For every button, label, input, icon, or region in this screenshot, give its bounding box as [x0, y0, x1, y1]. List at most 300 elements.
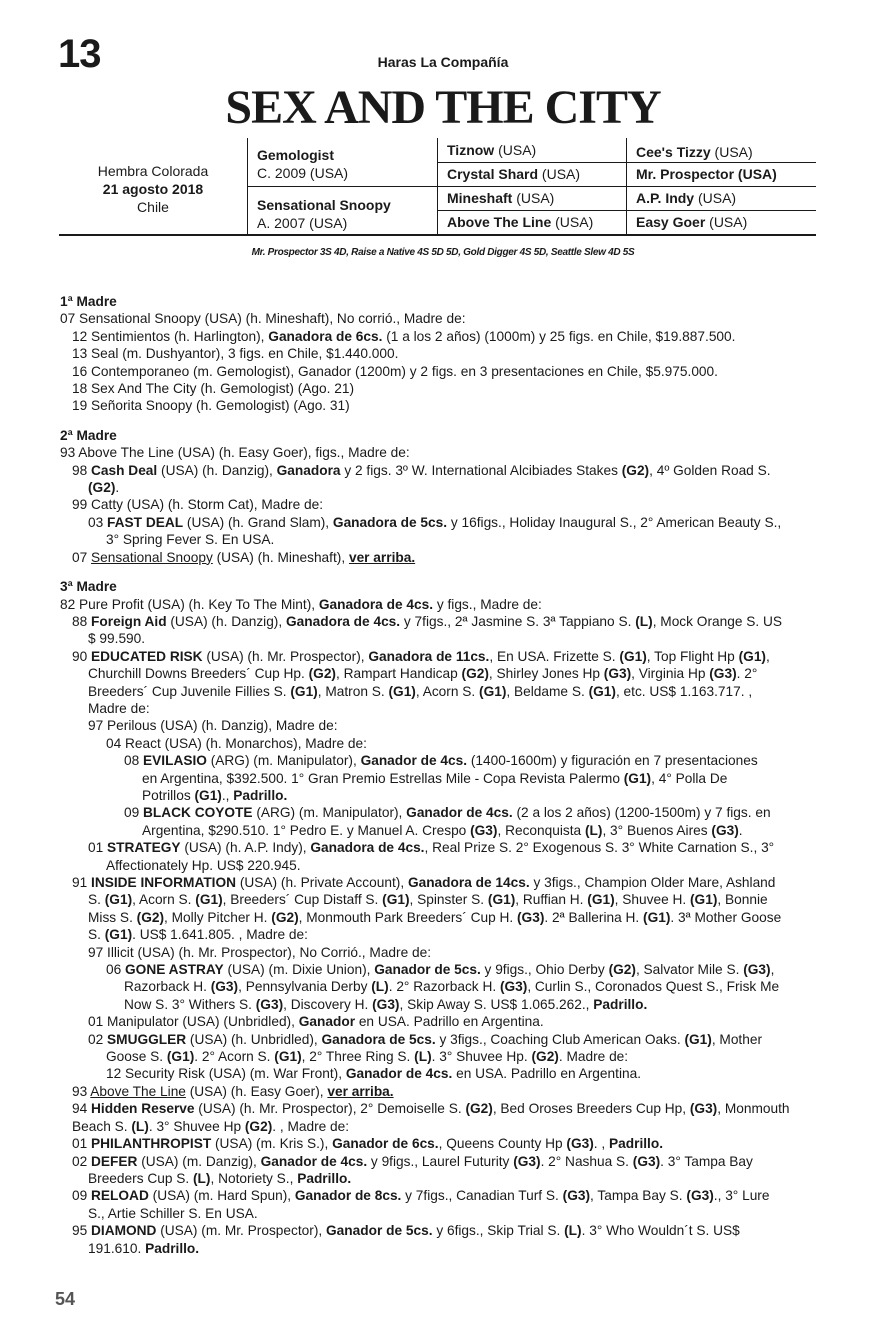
bold-text: DIAMOND — [91, 1223, 157, 1239]
bold-text: (L) — [371, 979, 389, 995]
grandparent-cell — [447, 162, 580, 186]
bold-text: BLACK COYOTE — [143, 805, 253, 821]
text-run: y 9figs., Laurel Futurity — [367, 1153, 514, 1169]
produce-line — [60, 479, 820, 496]
text-run: Argentina, $290.510. 1° Pedro E. y Manuel A. Crespo — [142, 822, 471, 838]
text-run: (USA) (m. Dixie Union), — [223, 962, 375, 978]
text-run: 93 Above The Line (USA) (h. Easy Goer), figs., Madre de: — [60, 445, 410, 461]
text-run: , Spinster S. — [409, 892, 488, 908]
bold-text: Ganadora de 14cs. — [407, 875, 530, 890]
text-run: , 4º Golden Road S. — [649, 462, 771, 478]
bold-text: (L) — [584, 822, 603, 838]
horse-info — [59, 162, 247, 216]
text-run: . , — [593, 1136, 610, 1152]
produce-line — [60, 549, 820, 566]
text-run: Above The Line — [90, 1083, 186, 1099]
produce-line — [60, 328, 820, 345]
text-run: 99 Catty (USA) (h. Storm Cat), Madre de: — [72, 497, 324, 513]
bold-text: INSIDE INFORMATION — [91, 875, 237, 890]
produce-line — [60, 996, 820, 1013]
text-run: 3° Spring Fever S. En USA. — [106, 532, 275, 548]
bold-text: (L) — [635, 613, 653, 629]
bold-text: (G2) — [608, 962, 636, 978]
bold-text: (G1) — [487, 892, 516, 908]
text-run: S., Artie Schiller S. En USA. — [88, 1205, 258, 1221]
text-run: , Pennsylvania Derby — [238, 979, 372, 995]
text-run: , Rampart Handicap — [335, 666, 462, 682]
produce-line — [60, 839, 820, 856]
text-run: 01 Manipulator (USA) (Unbridled), — [88, 1014, 299, 1030]
text-run: (USA) (m. Hard Spun), — [148, 1188, 295, 1204]
text-run: Churchill Downs Breeders´ Cup Hp. — [88, 666, 309, 682]
text-run: (USA) (h. Danzig), — [157, 462, 277, 478]
text-run: . 2° Nashua S. — [540, 1153, 633, 1169]
produce-line — [60, 926, 820, 943]
bold-text: Ganadora de 4cs. — [318, 596, 434, 612]
text-run: , En USA. Frizette S. — [489, 648, 620, 664]
produce-line — [60, 909, 820, 926]
text-run: , Curlin S., Coronados Quest S., Frisk Me — [527, 979, 780, 995]
text-run: , Monmouth Park Breeders´ Cup H. — [298, 909, 517, 925]
text-run: . 2° Razorback H. — [388, 979, 500, 995]
bold-text: Ganadora de 5cs. — [332, 514, 448, 530]
text-run: Beach S. — [72, 1118, 132, 1134]
text-run: 01 — [72, 1136, 92, 1152]
text-run: 18 Sex And The City (h. Gemologist) (Ago. 21) — [72, 381, 354, 397]
bold-text: Padrillo. — [297, 1170, 352, 1186]
bold-text: STRATEGY — [107, 840, 181, 856]
text-run: Breeders Cup S. — [88, 1170, 193, 1186]
text-run: Sensational Snoopy — [91, 549, 213, 565]
text-run: 13 Seal (m. Dushyantor), 3 figs. en Chile, $1.440.000. — [72, 346, 399, 362]
bold-text: (G3) — [686, 1188, 714, 1204]
produce-line — [60, 363, 820, 380]
produce-line — [60, 822, 820, 839]
bold-text: EVILASIO — [143, 753, 207, 769]
bold-text: Ganadora de 5cs. — [321, 1031, 436, 1047]
horse-birth-date: 21 agosto 2018 — [102, 181, 204, 197]
produce-line — [60, 514, 820, 531]
bold-text: (L) — [131, 1118, 149, 1134]
grandparent-cell — [447, 138, 536, 162]
text-run: (USA) (h. Grand Slam), — [183, 514, 333, 530]
bold-text: (G3) — [566, 1136, 594, 1152]
produce-line — [60, 1100, 820, 1117]
grandparent-origin: (USA) — [512, 190, 555, 206]
bold-text: (G3) — [711, 822, 739, 838]
inbreeding-note: Mr. Prospector 3S 4D, Raise a Native 4S 5D 5D, Gold Digger 4S 5D, Seattle Slew 4D 5S — [251, 247, 635, 258]
dam-section — [60, 293, 820, 415]
great-grandparent-name: Easy Goer — [636, 214, 706, 230]
text-run: S. — [88, 892, 105, 908]
text-run: 07 Sensational Snoopy (USA) (h. Mineshaft), No corrió., Madre de: — [60, 311, 466, 327]
horse-description: Hembra Colorada — [97, 163, 209, 179]
text-run: , — [765, 648, 770, 664]
text-run: , Virginia Hp — [631, 666, 710, 682]
text-run: 97 Illicit (USA) (h. Mr. Prospector), No Corrió., Madre de: — [88, 944, 432, 960]
text-run: $ 99.590. — [88, 631, 146, 647]
great-grandparent-cell — [636, 186, 736, 210]
bold-text: (G1) — [104, 927, 133, 943]
grandparent-origin: (USA) — [551, 214, 594, 230]
bold-text: Padrillo. — [233, 787, 288, 803]
text-run: Razorback H. — [124, 979, 211, 995]
text-run: , etc. US$ 1.163.717. , — [615, 683, 753, 699]
produce-line — [60, 961, 820, 978]
text-run: , Notoriety S., — [210, 1170, 298, 1186]
text-run: 12 Security Risk (USA) (m. War Front), — [106, 1066, 346, 1082]
text-run: en Argentina, $392.500. 1° Gran Premio Estrellas Mile - Copa Revista Palermo — [142, 770, 624, 786]
bold-text: (G3) — [562, 1188, 591, 1204]
bold-text: (G2) — [271, 909, 299, 925]
bold-text: Ganador de 4cs. — [345, 1066, 453, 1082]
text-run: Madre de: — [88, 700, 150, 716]
text-run: 02 — [72, 1153, 92, 1169]
bold-text: (G3) — [372, 996, 400, 1012]
text-run: 88 — [72, 613, 92, 629]
produce-line — [60, 944, 820, 961]
bold-text: FAST DEAL — [107, 514, 184, 530]
produce-line — [60, 531, 820, 548]
text-run: 02 — [88, 1031, 108, 1047]
text-run: 90 — [72, 648, 92, 664]
bold-text: ver arriba. — [327, 1083, 394, 1099]
bold-text: (G1) — [684, 1031, 712, 1047]
bold-text: Ganador de 5cs. — [374, 962, 481, 978]
bold-text: (G2) — [465, 1101, 493, 1117]
produce-line — [60, 1083, 820, 1100]
great-grandparent-cell — [636, 210, 747, 234]
sire-name: Gemologist — [257, 147, 335, 163]
section-title: 2ª Madre — [60, 427, 117, 443]
text-run: . 3° Shuvee Hp — [148, 1118, 245, 1134]
grandparent-name: Tiznow — [447, 142, 495, 158]
bold-text: (G3) — [255, 996, 284, 1012]
dam-section — [60, 427, 820, 566]
bold-text: (G1) — [479, 683, 507, 699]
text-run: , Reconquista — [497, 822, 585, 838]
dam-cell — [257, 196, 391, 232]
text-run: , 4° Polla De — [651, 770, 728, 786]
text-run: , Mother — [711, 1031, 763, 1047]
text-run: 07 — [72, 549, 92, 565]
bold-text: (G3) — [632, 1153, 661, 1169]
bold-text: Ganadora de 6cs. — [268, 328, 383, 344]
bold-text: (G1) — [690, 892, 718, 908]
bold-text: RELOAD — [91, 1188, 149, 1204]
great-grandparent-cell — [636, 140, 753, 164]
grandparent-origin: (USA) — [538, 166, 581, 182]
text-run: , Discovery H. — [283, 996, 373, 1012]
grandparent-name: Crystal Shard — [447, 166, 539, 182]
bold-text: (G2) — [461, 666, 489, 682]
produce-line — [60, 787, 820, 804]
horse-name-title: SEX AND THE CITY — [225, 81, 661, 134]
text-run: y 2 figs. 3º W. International Alcibiades Stakes — [340, 462, 622, 478]
section-title: 1ª Madre — [60, 294, 117, 309]
text-run: y 7figs., Canadian Turf S. — [401, 1188, 563, 1204]
bold-text: DEFER — [91, 1153, 138, 1169]
text-run: Goose S. — [106, 1049, 167, 1065]
great-grandparent-origin: (USA) — [710, 144, 753, 160]
produce-line — [60, 648, 820, 665]
text-run: ., 3° Lure — [713, 1188, 770, 1204]
produce-line — [60, 444, 820, 461]
text-run: (USA) (h. Unbridled), — [186, 1031, 322, 1047]
bold-text: SMUGGLER — [107, 1031, 187, 1047]
text-run: (USA) (m. Mr. Prospector), — [156, 1223, 327, 1239]
text-run: , Ruffian H. — [515, 892, 588, 908]
bold-text: (G2) — [88, 480, 116, 496]
bold-text: Padrillo. — [145, 1240, 200, 1256]
sire-cell — [257, 146, 348, 182]
text-run: (USA) (h. Mineshaft), — [212, 549, 349, 565]
text-run: . 3° Tampa Bay — [660, 1153, 753, 1169]
produce-line — [60, 1135, 820, 1152]
text-run: 191.610. — [88, 1240, 146, 1256]
text-run: , Matron S. — [317, 683, 389, 699]
text-run: , 2° Three Ring S. — [301, 1049, 415, 1065]
horse-country: Chile — [137, 199, 169, 215]
bold-text: Ganador — [298, 1014, 356, 1030]
text-run: , Mock Orange S. US — [652, 613, 783, 629]
great-grandparent-name: A.P. Indy — [636, 190, 695, 206]
great-grandparent-name: Mr. Prospector (USA) — [636, 166, 777, 182]
text-run: 01 — [88, 840, 108, 856]
text-run: (USA) (h. Private Account), — [236, 875, 408, 890]
grandparent-cell — [447, 210, 593, 234]
produce-line — [60, 462, 820, 479]
bold-text: (G1) — [388, 683, 416, 699]
bold-text: (G1) — [290, 683, 318, 699]
text-run: (2 a los 2 años) (1200-1500m) y 7 figs. en — [512, 805, 771, 821]
bold-text: (G3) — [603, 666, 632, 682]
bold-text: (G1) — [104, 892, 133, 908]
text-run: 12 Sentimientos (h. Harlington), — [72, 328, 269, 344]
produce-line — [60, 345, 820, 362]
text-run: y 3figs., Coaching Club American Oaks. — [435, 1031, 685, 1047]
lot-number: 13 — [58, 32, 101, 76]
text-run: 97 Perilous (USA) (h. Danzig), Madre de: — [88, 718, 338, 734]
grandparent-name: Above The Line — [447, 214, 552, 230]
text-run: (USA) (h. Mr. Prospector), — [202, 648, 369, 664]
text-run: , Acorn S. — [132, 892, 196, 908]
text-run: . , Madre de: — [272, 1118, 350, 1134]
produce-line — [60, 891, 820, 908]
produce-line — [60, 874, 820, 891]
text-run: Breeders´ Cup Juvenile Fillies S. — [88, 683, 291, 699]
bold-text: (G1) — [166, 1049, 195, 1065]
text-run: . — [738, 822, 743, 838]
bold-text: (G3) — [689, 1101, 718, 1117]
text-run: , Salvator Mile S. — [635, 962, 744, 978]
text-run: . US$ 1.641.805. , Madre de: — [132, 927, 308, 943]
bold-text: Ganador de 6cs. — [332, 1136, 439, 1152]
bold-text: (G2) — [531, 1049, 559, 1065]
produce-line — [60, 613, 820, 630]
text-run: , Acorn S. — [415, 683, 480, 699]
text-run: 16 Contemporaneo (m. Gemologist), Ganador (1200m) y 2 figs. en 3 presentaciones en Chile, $5.975.000. — [72, 363, 718, 379]
bold-text: (G3) — [513, 1153, 541, 1169]
bold-text: Ganador de 8cs. — [294, 1188, 402, 1204]
produce-line — [60, 397, 820, 414]
bold-text: Cash Deal — [91, 462, 158, 478]
bold-text: (G3) — [210, 979, 239, 995]
text-run: , Tampa Bay S. — [590, 1188, 687, 1204]
produce-line — [60, 496, 820, 513]
text-run: (1400-1600m) y figuración en 7 presentaciones — [467, 753, 758, 769]
text-run: ., — [221, 787, 234, 803]
bold-text: (G3) — [470, 822, 498, 838]
bold-text: (G1) — [738, 648, 766, 664]
bold-text: (G2) — [308, 666, 336, 682]
sire-info: C. 2009 (USA) — [257, 165, 349, 181]
bold-text: (G2) — [136, 909, 165, 925]
produce-line — [60, 735, 820, 752]
text-run: , Queens County Hp — [438, 1136, 567, 1152]
bold-text: Padrillo. — [609, 1136, 664, 1152]
text-run: , — [770, 962, 775, 978]
bold-text: (G2) — [621, 462, 650, 478]
bold-text: (G3) — [517, 909, 545, 925]
text-run: y 7figs., 2ª Jasmine S. 3ª Tappiano S. — [400, 613, 636, 629]
produce-line — [60, 1065, 820, 1082]
text-run: , Shirley Jones Hp — [488, 666, 604, 682]
text-run: 09 — [72, 1188, 92, 1204]
text-run: (ARG) (m. Manipulator), — [252, 805, 407, 821]
bold-text: (G1) — [619, 648, 647, 664]
produce-line — [60, 1170, 820, 1187]
text-run: (ARG) (m. Manipulator), — [206, 753, 361, 769]
family-sections — [60, 293, 820, 1269]
bold-text: (G1) — [194, 787, 222, 803]
text-run: , 3° Buenos Aires — [602, 822, 712, 838]
bold-text: (G1) — [382, 892, 410, 908]
text-run: , Bonnie — [717, 892, 768, 908]
text-run: , Molly Pitcher H. — [164, 909, 272, 925]
bold-text: (G1) — [588, 683, 616, 699]
grandparent-origin: (USA) — [494, 142, 537, 158]
page-number: 54 — [55, 1289, 76, 1309]
dam-section — [60, 578, 820, 1257]
bold-text: Ganadora de 11cs. — [368, 648, 490, 664]
bold-text: (G1) — [195, 892, 223, 908]
produce-line — [60, 804, 820, 821]
great-grandparent-origin: (USA) — [705, 214, 748, 230]
text-run: 95 — [72, 1223, 92, 1239]
produce-line — [60, 596, 820, 613]
text-run: y figs., Madre de: — [433, 596, 542, 612]
text-run: 98 — [72, 462, 92, 478]
text-run: Miss S. — [88, 909, 137, 925]
bold-text: (L) — [193, 1170, 211, 1186]
text-run: en USA. Padrillo en Argentina. — [355, 1014, 544, 1030]
text-run: y 6figs., Skip Trial S. — [432, 1223, 565, 1239]
text-run: (USA) (h. A.P. Indy), — [180, 840, 311, 856]
great-grandparent-origin: (USA) — [694, 190, 737, 206]
produce-line — [60, 1187, 820, 1204]
text-run: 94 — [72, 1101, 92, 1117]
stud-name: Haras La Compañía — [377, 54, 509, 70]
pedigree-table — [59, 138, 816, 236]
text-run: , Monmouth — [717, 1101, 790, 1117]
bold-text: Padrillo. — [593, 996, 648, 1012]
text-run: y 16figs., Holiday Inaugural S., 2° American Beauty S., — [447, 514, 782, 530]
text-run: , Top Flight Hp — [646, 648, 739, 664]
bold-text: Ganadora de 4cs. — [285, 613, 401, 629]
bold-text: (G3) — [743, 962, 771, 978]
text-run: . 3ª Mother Goose — [670, 909, 782, 925]
text-run: y 3figs., Champion Older Mare, Ashland — [529, 875, 776, 890]
bold-text: (G1) — [623, 770, 652, 786]
text-run: . 2° Acorn S. — [194, 1049, 275, 1065]
bold-text: Hidden Reserve — [91, 1101, 195, 1117]
text-run: (USA) (h. Mr. Prospector), 2° Demoiselle S. — [194, 1101, 466, 1117]
text-run: Affectionately Hp. US$ 220.945. — [106, 857, 301, 873]
text-run: , Beldame S. — [506, 683, 589, 699]
text-run: 09 — [124, 805, 144, 821]
text-run: , Skip Away S. US$ 1.065.262., — [399, 996, 594, 1012]
produce-line — [60, 310, 820, 327]
bold-text: (G2) — [244, 1118, 273, 1134]
text-run: 04 React (USA) (h. Monarchos), Madre de: — [106, 735, 367, 751]
text-run: y 9figs., Ohio Derby — [480, 962, 609, 978]
bold-text: Foreign Aid — [91, 613, 167, 629]
produce-line — [60, 752, 820, 769]
text-run: (USA) (h. Danzig), — [166, 613, 286, 629]
grandparent-cell — [447, 186, 554, 210]
bold-text: PHILANTHROPIST — [91, 1136, 212, 1152]
dam-name: Sensational Snoopy — [257, 197, 391, 213]
text-run: 19 Señorita Snoopy (h. Gemologist) (Ago. 31) — [72, 398, 350, 414]
text-run: . 2° — [736, 666, 758, 682]
text-run: (USA) (m. Kris S.), — [211, 1136, 333, 1152]
produce-line — [60, 1153, 820, 1170]
produce-line — [60, 1013, 820, 1030]
bold-text: Ganador de 4cs. — [260, 1153, 368, 1169]
produce-line — [60, 978, 820, 995]
text-run: , Breeders´ Cup Distaff S. — [222, 892, 383, 908]
text-run: . 2ª Ballerina H. — [544, 909, 644, 925]
produce-line — [60, 630, 820, 647]
bold-text: GONE ASTRAY — [125, 962, 224, 978]
produce-line — [60, 683, 820, 700]
bold-text: (G3) — [709, 666, 737, 682]
produce-line — [60, 1205, 820, 1222]
produce-line — [60, 1240, 820, 1257]
bold-text: ver arriba. — [348, 549, 416, 565]
produce-line — [60, 380, 820, 397]
text-run: S. — [88, 927, 105, 943]
text-run: Now S. 3° Withers S. — [124, 996, 256, 1012]
text-run: . 3° Who Wouldn´t S. US$ — [581, 1223, 740, 1239]
bold-text: (L) — [414, 1049, 432, 1065]
bold-text: (G1) — [274, 1049, 302, 1065]
text-run: 82 Pure Profit (USA) (h. Key To The Mint), — [60, 596, 319, 612]
bold-text: EDUCATED RISK — [91, 648, 203, 664]
section-title: 3ª Madre — [60, 579, 117, 595]
produce-line — [60, 665, 820, 682]
text-run: . Madre de: — [558, 1049, 629, 1065]
great-grandparent-cell — [636, 162, 777, 186]
produce-line — [60, 1118, 820, 1135]
text-run: (1 a los 2 años) (1000m) y 25 figs. en Chile, $19.887.500. — [382, 328, 736, 344]
bold-text: Ganadora de 4cs. — [310, 840, 425, 856]
produce-line — [60, 700, 820, 717]
text-run: en USA. Padrillo en Argentina. — [452, 1066, 642, 1082]
text-run: 06 — [106, 962, 126, 978]
text-run: (USA) (h. Easy Goer), — [185, 1083, 328, 1099]
